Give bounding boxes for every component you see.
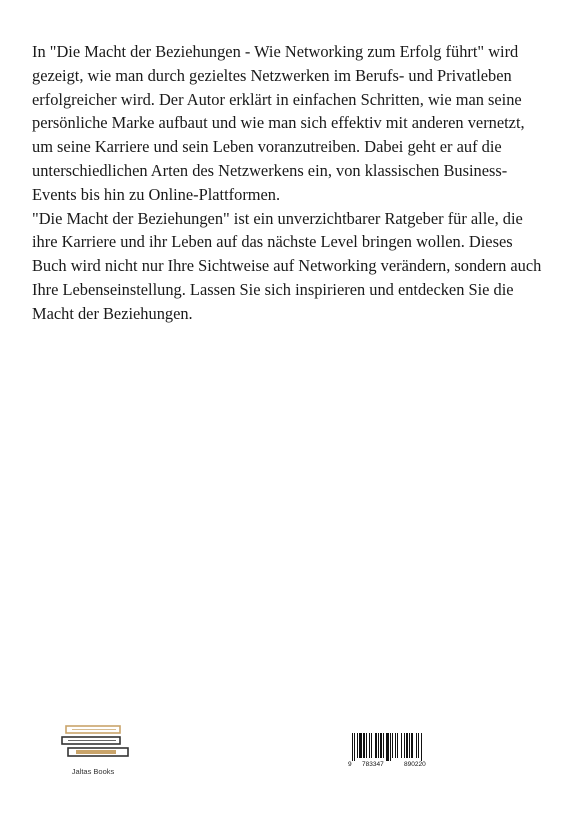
stacked-books-icon	[60, 720, 136, 766]
barcode-group-2: 890220	[404, 761, 426, 768]
blurb-paragraph-2: "Die Macht der Beziehungen" ist ein unverzichtbarer Ratgeber für alle, die ihre Karriere und ihr Leben auf das nächste Level bringen wollen. Dieses Buch wird nicht nur Ihre Sichtweise auf Networking verändern, sondern auch Ihre Lebenseinstellung. Lassen Sie sich inspirieren und entdecken Sie die Macht der Beziehungen.	[32, 208, 542, 323]
blurb-paragraph-1: In "Die Macht der Beziehungen - Wie Networking zum Erfolg führt" wird gezeigt, wie man durch gezieltes Netzwerken im Berufs- und Privatleben erfolgreicher wird. Der Autor erklärt in einfachen Schritten, wie man seine persönliche Marke aufbaut und wie man sich effektiv mit anderen vernetzt, um seine Karriere und sein Leben voranzutreiben. Dabei geht er auf die unterschiedlichen Arten des Netzwerkens ein, von klassischen Business-Events bis hin zu Online-Plattformen.	[32, 42, 525, 204]
publisher-logo	[60, 720, 136, 784]
barcode-group-1: 783347	[362, 761, 384, 768]
back-cover-blurb	[32, 40, 542, 326]
isbn-barcode	[346, 733, 450, 771]
barcode-bars	[346, 733, 450, 761]
barcode-prefix: 9	[348, 761, 352, 768]
publisher-name: Jaltas Books	[71, 767, 115, 776]
